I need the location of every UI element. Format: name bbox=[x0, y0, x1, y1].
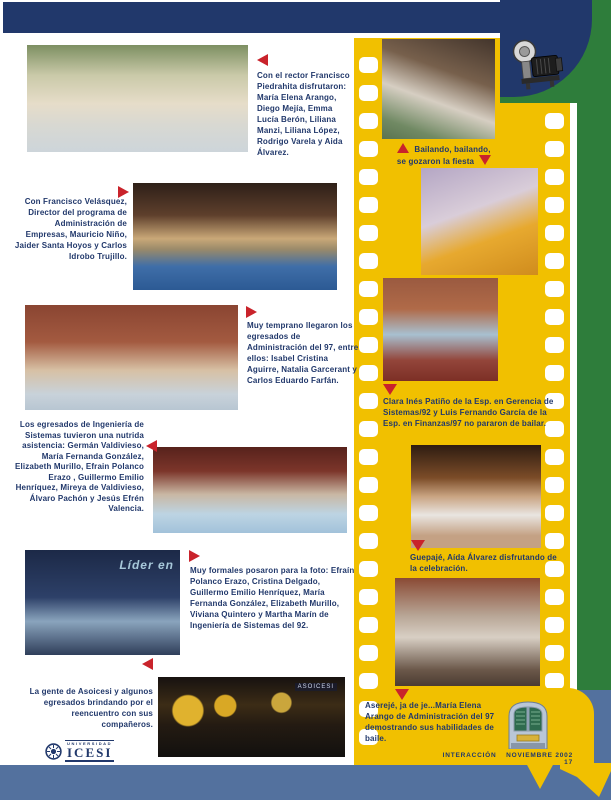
sprocket-hole bbox=[545, 253, 564, 269]
down-triangle-icon bbox=[411, 540, 425, 551]
sprocket-hole bbox=[359, 169, 378, 185]
sprocket-hole bbox=[359, 337, 378, 353]
green-right-column bbox=[577, 0, 611, 690]
sprocket-hole bbox=[359, 225, 378, 241]
sprocket-hole bbox=[545, 141, 564, 157]
down-triangle-icon bbox=[479, 155, 491, 165]
footer-issue: NOVIEMBRE 2002 bbox=[506, 752, 573, 759]
sprocket-hole bbox=[359, 309, 378, 325]
photo-velasquez-table bbox=[133, 183, 337, 290]
sprocket-hole bbox=[359, 85, 378, 101]
up-triangle-icon bbox=[397, 143, 409, 153]
photo-couple-brick-wall bbox=[383, 278, 498, 381]
sprocket-hole bbox=[359, 589, 378, 605]
sprocket-hole bbox=[545, 673, 564, 689]
sprocket-hole bbox=[545, 617, 564, 633]
left-triangle-icon bbox=[142, 658, 153, 670]
sprocket-hole bbox=[359, 393, 378, 409]
caption-administracion-97: Muy temprano llegaron los egresados de Administración del 97, entre ellos: Isabel Cristina Aguirre, Natalia Garcerant y Carlos Eduardo Farfán. bbox=[247, 321, 359, 385]
photo-rector-group bbox=[27, 45, 248, 152]
sprocket-hole bbox=[359, 281, 378, 297]
right-triangle-icon bbox=[189, 550, 200, 562]
caption-asereje: Aserejé, ja de je...María Elena Arango de Administración del 97 demostrando sus habilidades de baile. bbox=[365, 701, 495, 743]
sprocket-hole bbox=[545, 113, 564, 129]
sprocket-hole bbox=[359, 645, 378, 661]
down-triangle-icon bbox=[395, 689, 409, 700]
photo-dancing-pair bbox=[382, 39, 495, 139]
caption-bailando bbox=[374, 143, 514, 167]
sprocket-hole bbox=[359, 505, 378, 521]
sprocket-hole bbox=[359, 617, 378, 633]
photo-dance-floor bbox=[395, 578, 540, 686]
sprocket-hole bbox=[545, 533, 564, 549]
caption-asoicesi: La gente de Asoicesi y algunos egresados brindando por el reencuentro con sus compañeros. bbox=[29, 687, 153, 729]
sprocket-hole bbox=[359, 561, 378, 577]
sprocket-hole bbox=[359, 673, 378, 689]
caption-clara-ines: Clara Inés Patiño de la Esp. en Gerencia de Sistemas/92 y Luis Fernando García de la Esp. en Finanzas/97 no pararon de bailar. bbox=[383, 397, 554, 428]
sprocket-hole bbox=[359, 113, 378, 129]
sprocket-hole bbox=[359, 253, 378, 269]
photo-administracion-97 bbox=[25, 305, 238, 410]
top-navy-bar bbox=[3, 2, 500, 33]
left-triangle-icon bbox=[146, 440, 157, 452]
sprocket-hole bbox=[359, 533, 378, 549]
yellow-arrow-graphic bbox=[498, 763, 611, 800]
footer-page-number: 17 bbox=[564, 759, 573, 766]
sprocket-hole bbox=[545, 169, 564, 185]
caption-bailando-line2: se gozaron la fiesta bbox=[396, 157, 475, 166]
sprocket-hole bbox=[545, 337, 564, 353]
photo-ingenieria-sistemas bbox=[153, 447, 347, 533]
vintage-camera-icon bbox=[512, 36, 568, 94]
logo-university-label: UNIVERSIDAD bbox=[67, 741, 113, 746]
caption-rector: Con el rector Francisco Piedrahita disfrutaron: María Elena Arango, Diego Mejía, Emma Lucía Berón, Liliana Manzi, Liliana López, Rodrigo Varela y Aida Álvarez. bbox=[257, 71, 350, 157]
page-footer bbox=[420, 752, 573, 766]
sprocket-hole bbox=[359, 421, 378, 437]
caption-posed-group: Muy formales posaron para la foto: Efraín Polanco Erazo, Cristina Delgado, Guillermo Emilio Henríquez, María Fernanda González, Elizabeth Murillo, Viviana Quintero y Martha Marín de Ingeniería de Sistemas del 92. bbox=[190, 566, 355, 630]
left-triangle-icon bbox=[257, 54, 268, 66]
photo-aida-dancing bbox=[411, 445, 541, 548]
caption-ingenieria-sistemas: Los egresados de Ingeniería de Sistemas tuvieron una nutrida asistencia: Germán Valdivieso, María Fernanda González, Elizabeth Murillo, Efrain Polanco Erazo , Guillermo Emilio Henríquez, Mireya de Valdivieso, Álvaro Pachón y Jesús Efrén Valencia. bbox=[15, 420, 144, 513]
sprocket-hole bbox=[359, 197, 378, 213]
sprocket-hole bbox=[545, 505, 564, 521]
down-triangle-icon bbox=[383, 384, 397, 395]
sprocket-hole bbox=[545, 589, 564, 605]
caption-guepaje: Guepajé, Aída Álvarez disfrutando de la celebración. bbox=[410, 553, 557, 573]
sprocket-hole bbox=[545, 365, 564, 381]
jukebox-icon bbox=[505, 699, 551, 749]
right-triangle-icon bbox=[246, 306, 257, 318]
photo-couple-yellow-shirt bbox=[421, 168, 538, 275]
sprocket-hole bbox=[359, 449, 378, 465]
photo-posed-group bbox=[25, 550, 180, 655]
sprocket-hole bbox=[545, 477, 564, 493]
lider-banner-text: Líder en bbox=[119, 558, 174, 572]
icesi-logo bbox=[45, 740, 114, 762]
icesi-emblem-icon bbox=[45, 743, 62, 760]
icesi-logo-text bbox=[65, 740, 114, 762]
sprocket-hole bbox=[545, 225, 564, 241]
photo-asoicesi-toast bbox=[158, 677, 345, 757]
sprocket-hole bbox=[545, 281, 564, 297]
caption-bailando-line1: Bailando, bailando, bbox=[414, 145, 491, 154]
sprocket-hole bbox=[359, 57, 378, 73]
asoicesi-banner-text: ASOICESI bbox=[295, 683, 337, 691]
sprocket-hole bbox=[545, 645, 564, 661]
caption-velasquez: Con Francisco Velásquez, Director del programa de Administración de Empresas, Mauricio Niño, Jaider Santa Hoyos y Carlos Idrobo Trujillo. bbox=[14, 197, 127, 261]
sprocket-hole bbox=[359, 365, 378, 381]
sprocket-hole bbox=[359, 477, 378, 493]
sprocket-hole bbox=[545, 309, 564, 325]
sprocket-hole bbox=[545, 197, 564, 213]
sprocket-hole bbox=[545, 449, 564, 465]
logo-name-label: ICESI bbox=[67, 745, 113, 760]
footer-magazine: INTERACCIÓN bbox=[442, 752, 497, 759]
